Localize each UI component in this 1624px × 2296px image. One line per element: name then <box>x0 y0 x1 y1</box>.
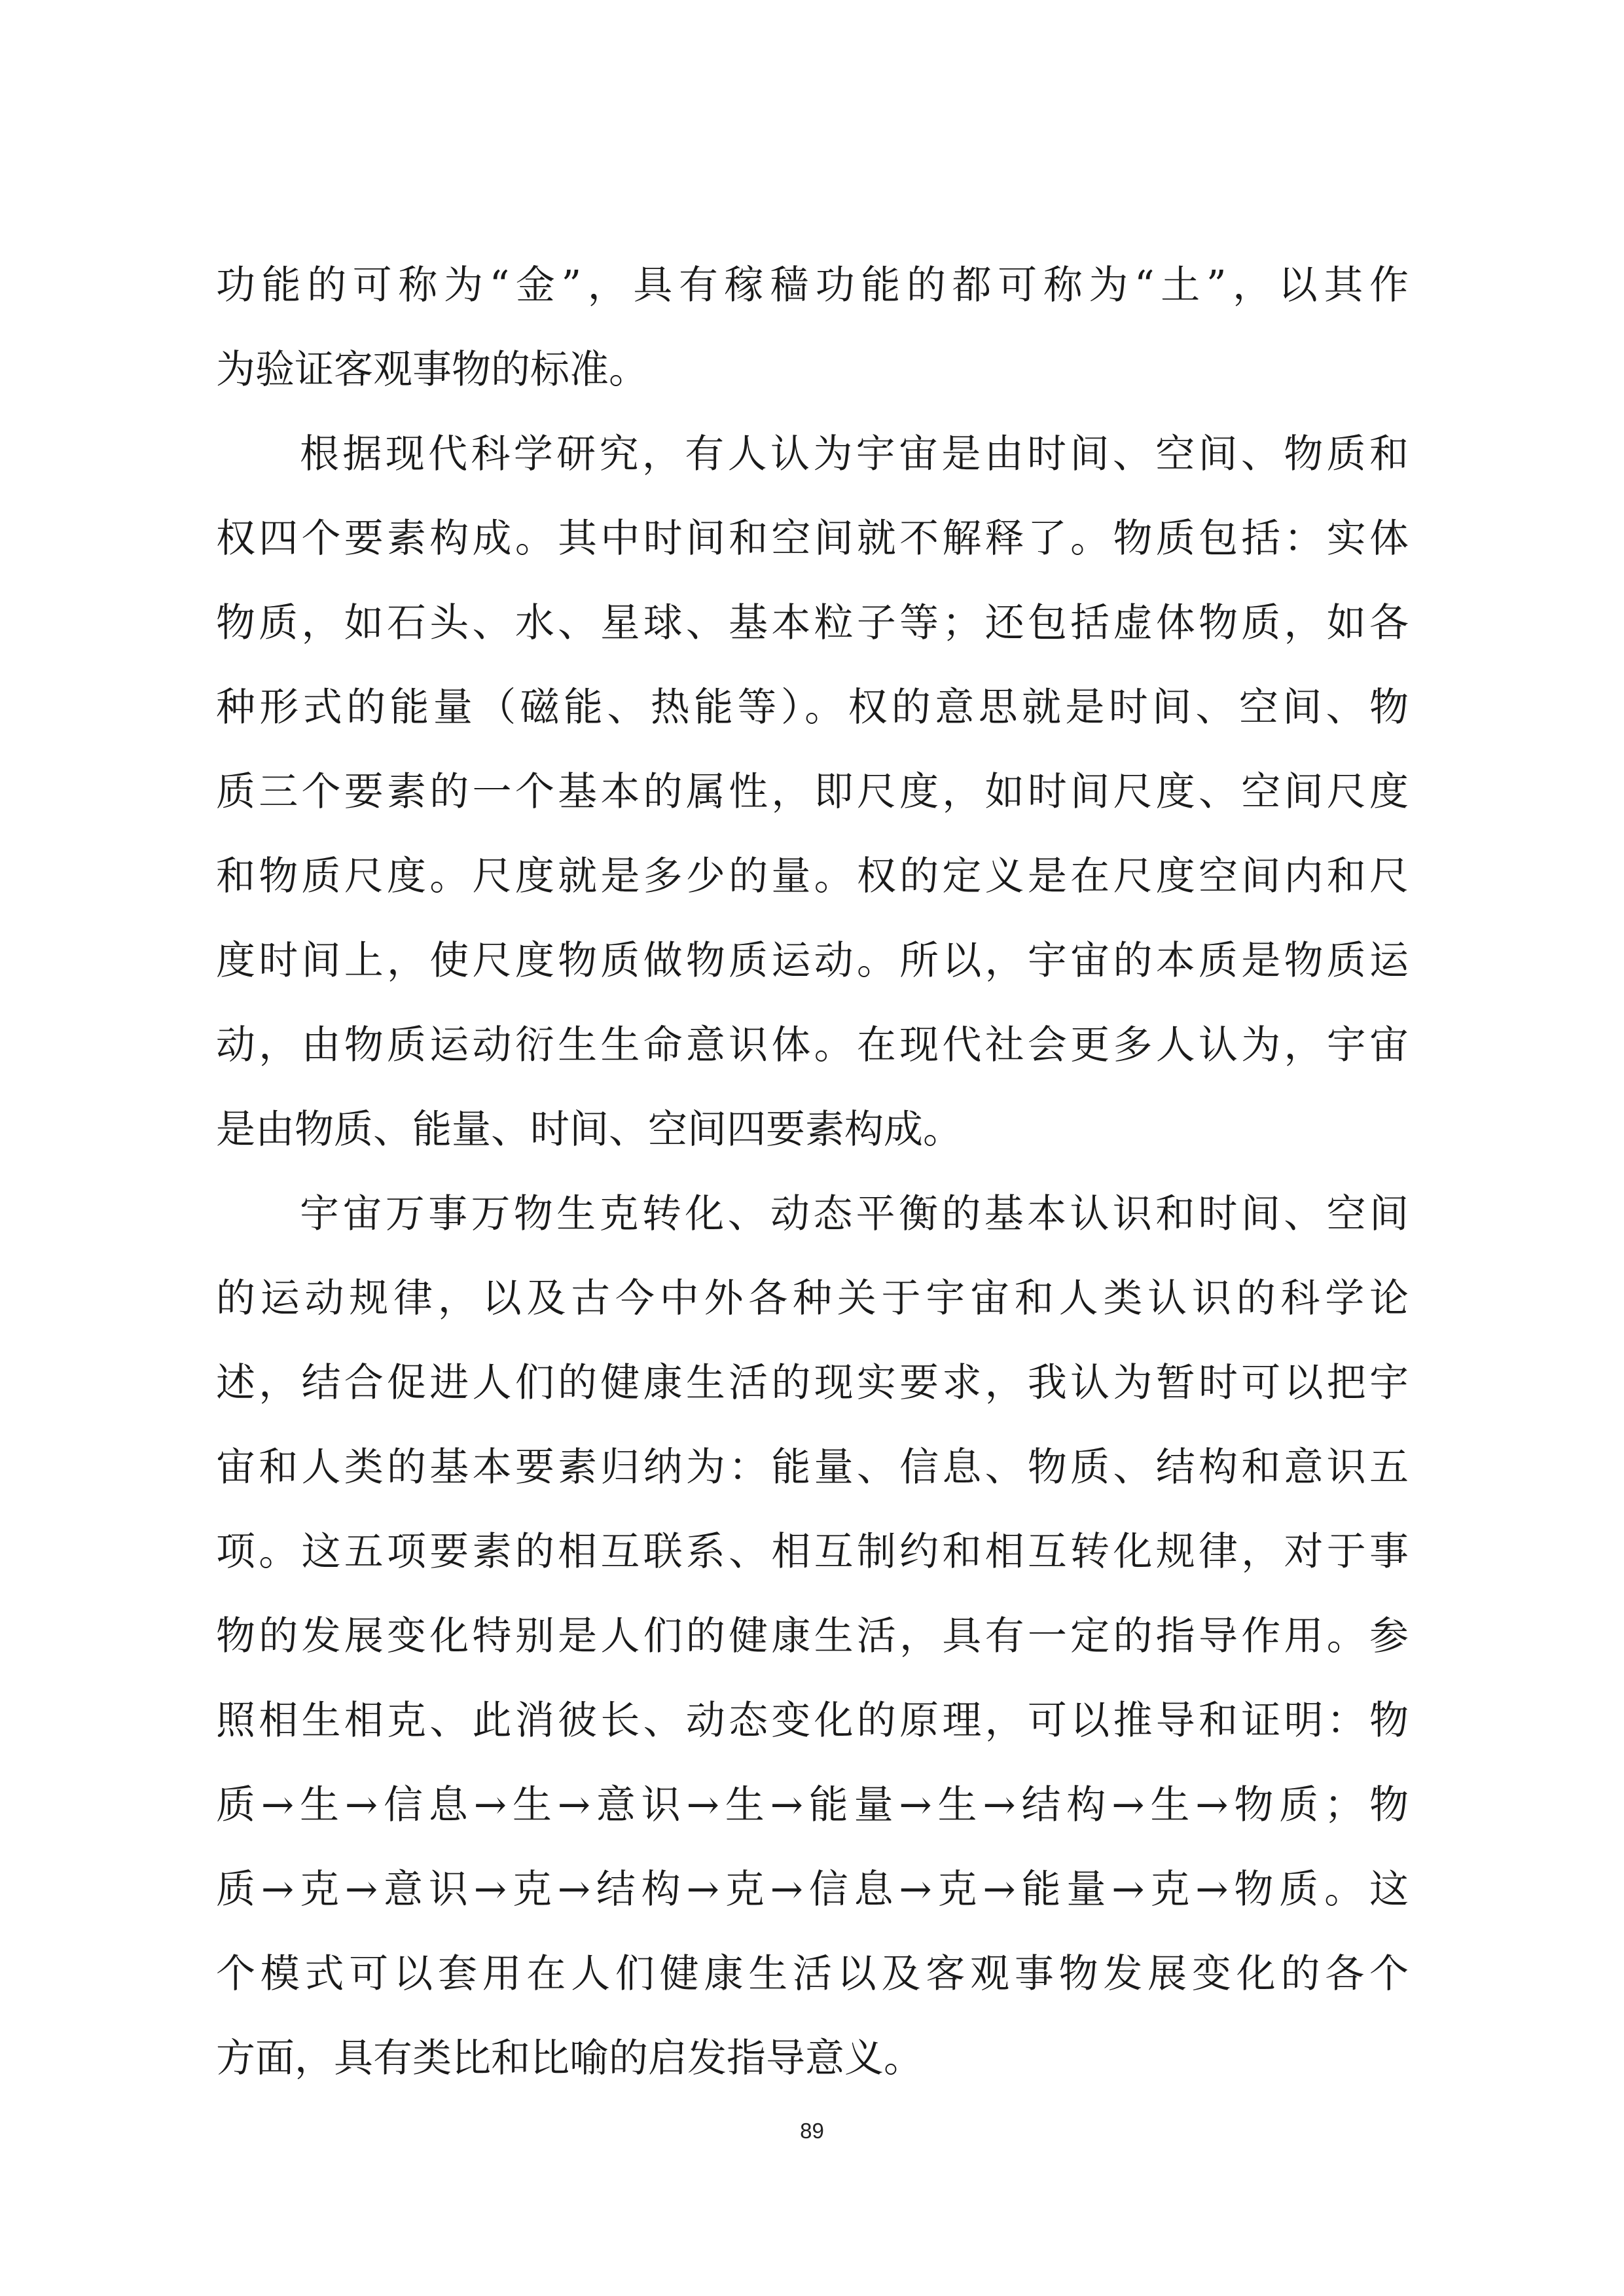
body-text-line: 根据现代科学研究，有人认为宇宙是由时间、空间、物质和 <box>300 431 1409 477</box>
body-text-line: 质→克→意识→克→结构→克→信息→克→能量→克→物质。这 <box>216 1867 1409 1912</box>
body-text-line: 功能的可称为“金”，具有稼穑功能的都可称为“土”，以其作 <box>216 262 1409 308</box>
body-text-line: 物质，如石头、水、星球、基本粒子等；还包括虚体物质，如各 <box>216 600 1409 646</box>
body-text-line: 项。这五项要素的相互联系、相互制约和相互转化规律，对于事 <box>216 1529 1409 1575</box>
body-text-line: 权四个要素构成。其中时间和空间就不解释了。物质包括：实体 <box>216 516 1409 562</box>
body-text-line: 个模式可以套用在人们健康生活以及客观事物发展变化的各个 <box>216 1951 1409 1997</box>
body-text-line: 宇宙万事万物生克转化、动态平衡的基本认识和时间、空间 <box>300 1191 1409 1237</box>
body-text-line: 照相生相克、此消彼长、动态变化的原理，可以推导和证明：物 <box>216 1698 1409 1744</box>
body-text-line: 质三个要素的一个基本的属性，即尺度，如时间尺度、空间尺度 <box>216 769 1409 815</box>
body-text-line: 种形式的能量（磁能、热能等）。权的意思就是时间、空间、物 <box>216 685 1409 730</box>
body-text-line: 和物质尺度。尺度就是多少的量。权的定义是在尺度空间内和尺 <box>216 853 1409 899</box>
body-text-line: 宙和人类的基本要素归纳为：能量、信息、物质、结构和意识五 <box>216 1444 1409 1490</box>
body-text-line: 是由物质、能量、时间、空间四要素构成。 <box>216 1107 962 1153</box>
body-text-line: 质→生→信息→生→意识→生→能量→生→结构→生→物质；物 <box>216 1782 1409 1828</box>
body-text-line: 的运动规律，以及古今中外各种关于宇宙和人类认识的科学论 <box>216 1276 1409 1321</box>
body-text-line: 为验证客观事物的标准。 <box>216 347 648 393</box>
body-text-line: 物的发展变化特别是人们的健康生活，具有一定的指导作用。参 <box>216 1613 1409 1659</box>
page-number: 89 <box>800 2119 824 2143</box>
body-text-line: 度时间上，使尺度物质做物质运动。所以，宇宙的本质是物质运 <box>216 938 1409 984</box>
body-text-line: 方面，具有类比和比喻的启发指导意义。 <box>216 2036 923 2081</box>
body-text-line: 动，由物质运动衍生生命意识体。在现代社会更多人认为，宇宙 <box>216 1022 1409 1068</box>
page-body <box>216 243 1409 2101</box>
body-text-line: 述，结合促进人们的健康生活的现实要求，我认为暂时可以把宇 <box>216 1360 1409 1406</box>
